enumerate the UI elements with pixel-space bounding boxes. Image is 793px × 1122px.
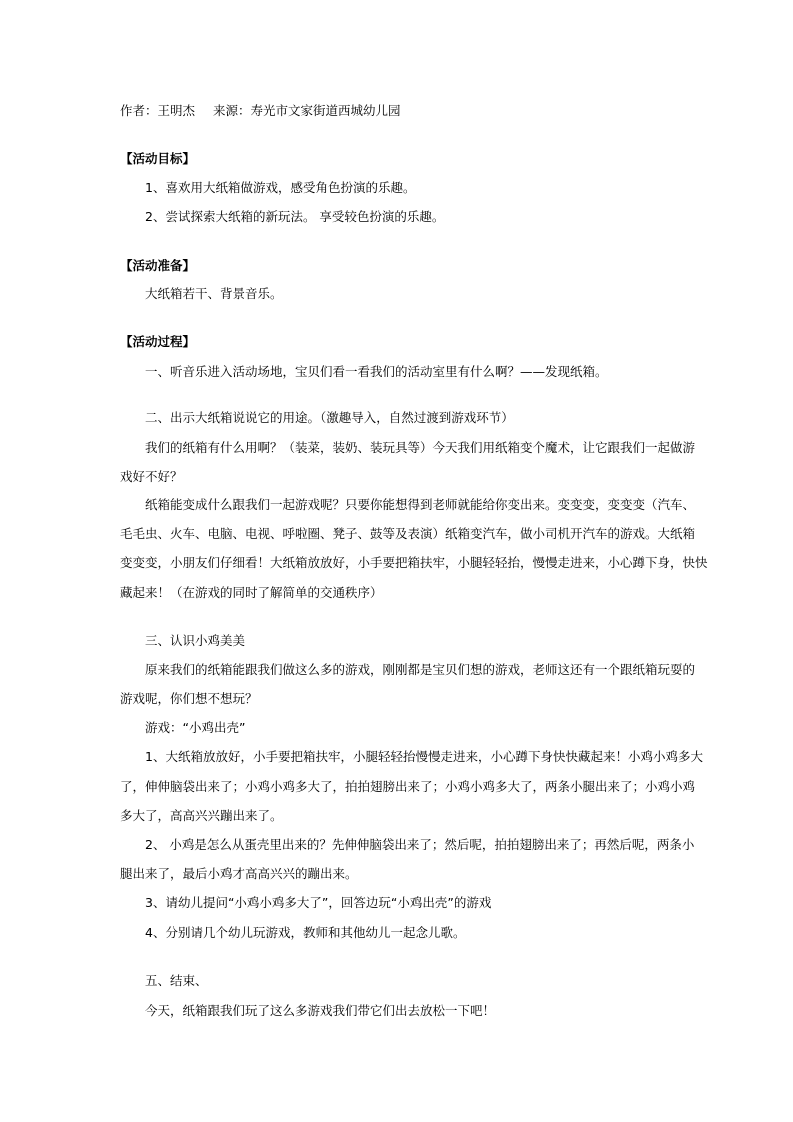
step2-para1-line2: 戏好不好？ — [120, 469, 183, 484]
step3-para1-line2: 游戏呢，你们想不想玩？ — [120, 691, 258, 706]
step3-item2-line2: 腿出来了，最后小鸡才高高兴兴的蹦出来。 — [120, 866, 358, 881]
source-label: 来源：寿光市文家街道西城幼儿园 — [213, 103, 401, 118]
step3-item1-line1: 1、大纸箱放放好，小手要把箱扶牢，小腿轻轻抬慢慢走进来，小心蹲下身快快藏起来！小鸡小鸡多大 — [145, 749, 703, 764]
step2-para2-line2: 毛毛虫、火车、电脑、电视、呼啦圈、凳子、鼓等及表演）纸箱变汽车，做小司机开汽车的游戏。大纸箱 — [120, 526, 696, 541]
step3-item3: 3、请幼儿提问“小鸡小鸡多大了”，回答边玩“小鸡出壳”的游戏 — [145, 895, 492, 910]
process-heading: 【活动过程】 — [120, 334, 196, 349]
step3-item1-line2: 了，伸伸脑袋出来了；小鸡小鸡多大了，拍拍翅膀出来了；小鸡小鸡多大了，两条小腿出来了；小鸡小鸡 — [120, 779, 696, 794]
step2-para2-line3: 变变变，小朋友们仔细看！大纸箱放放好，小手要把箱扶牢，小腿轻轻抬，慢慢走进来，小心蹲下身，快快 — [120, 555, 708, 570]
step2-para2-line4: 藏起来！（在游戏的同时了解简单的交通秩序） — [120, 585, 383, 600]
step3-item1-line3: 多大了，高高兴兴蹦出来了。 — [120, 808, 283, 823]
step3-item2-line1: 2、 小鸡是怎么从蛋壳里出来的？先伸伸脑袋出来了；然后呢，拍拍翅膀出来了；再然后呢，两条小 — [145, 837, 695, 852]
step3-item4: 4、分别请几个幼儿玩游戏，教师和其他幼儿一起念儿歌。 — [145, 925, 466, 940]
process-step-1: 一、听音乐进入活动场地，宝贝们看一看我们的活动室里有什么啊？——发现纸箱。 — [145, 364, 608, 379]
goal-item-2: 2、尝试探索大纸箱的新玩法。 享受较色扮演的乐趣。 — [145, 209, 445, 224]
step2-para1-line1: 我们的纸箱有什么用啊？（装菜，装奶、装玩具等）今天我们用纸箱变个魔术，让它跟我们一起做游 — [145, 440, 696, 455]
author-source-line — [120, 103, 680, 119]
step5-text: 今天，纸箱跟我们玩了这么多游戏我们带它们出去放松一下吧！ — [145, 1003, 496, 1018]
goal-item-1: 1、喜欢用大纸箱做游戏，感受角色扮演的乐趣。 — [145, 180, 416, 195]
process-step-5-title: 五、结束、 — [145, 973, 208, 988]
author-label: 作者：王明杰 — [120, 103, 196, 118]
step3-game-title: 游戏：“小鸡出壳” — [145, 720, 246, 735]
prep-text: 大纸箱若干、背景音乐。 — [145, 286, 283, 301]
process-step-3-title: 三、认识小鸡美美 — [145, 633, 246, 648]
step3-para1-line1: 原来我们的纸箱能跟我们做这么多的游戏，刚刚都是宝贝们想的游戏，老师这还有一个跟纸箱玩耍的 — [145, 662, 696, 677]
step2-para2-line1: 纸箱能变成什么跟我们一起游戏呢？只要你能想得到老师就能给你变出来。变变变，变变变（汽车、 — [145, 497, 696, 512]
prep-heading: 【活动准备】 — [120, 258, 196, 273]
process-step-2-title: 二、出示大纸箱说说它的用途。（激趣导入，自然过渡到游戏环节） — [145, 410, 514, 425]
goal-heading: 【活动目标】 — [120, 151, 196, 166]
